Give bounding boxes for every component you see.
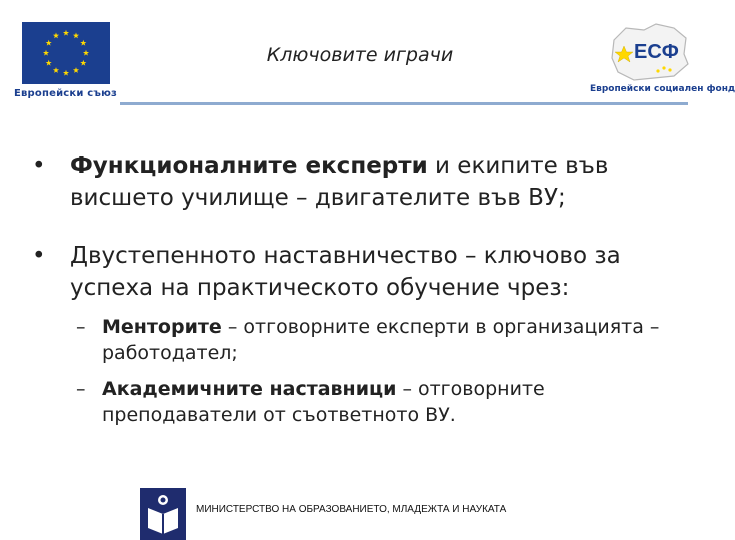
bullet-item	[30, 240, 700, 304]
sub-list	[30, 314, 700, 428]
ministry-name: МИНИСТЕРСТВО НА ОБРАЗОВАНИЕТО, МЛАДЕЖТА И НАУКАТА	[196, 504, 507, 515]
sub-item	[30, 314, 700, 366]
sub-dash: –	[76, 378, 86, 400]
book-icon	[140, 488, 186, 540]
slide-title: Ключовите играчи	[266, 44, 454, 66]
bullet-text: Двустепенното наставничество – ключово за успеха на практическото обучение чрез:	[70, 243, 621, 301]
bullet-bold: Функционалните експерти	[70, 153, 428, 179]
header-divider	[120, 102, 688, 105]
eu-flag-logo	[22, 22, 110, 84]
sub-text: – отговорните преподаватели от съответното ВУ.	[102, 378, 545, 426]
bullet-item	[30, 150, 700, 214]
bullet-dot-icon: •	[32, 153, 46, 179]
sub-item	[30, 376, 700, 428]
content-list	[30, 150, 700, 428]
sub-bold: Академичните наставници	[102, 378, 397, 400]
esf-caption: Европейски социален фонд	[590, 84, 735, 94]
eu-caption: Европейски съюз	[14, 88, 118, 99]
bullet-text: и екипите във висшето училище – двигателите във ВУ;	[70, 153, 609, 211]
ministry-footer	[140, 488, 540, 540]
sub-dash: –	[76, 316, 86, 338]
sub-bold: Менторите	[102, 316, 222, 338]
bullet-dot-icon: •	[32, 243, 46, 269]
esf-logo-text: ЕСФ	[634, 41, 679, 63]
sub-text: – отговорните експерти в организацията – работодател;	[102, 316, 660, 364]
esf-logo	[604, 20, 692, 84]
